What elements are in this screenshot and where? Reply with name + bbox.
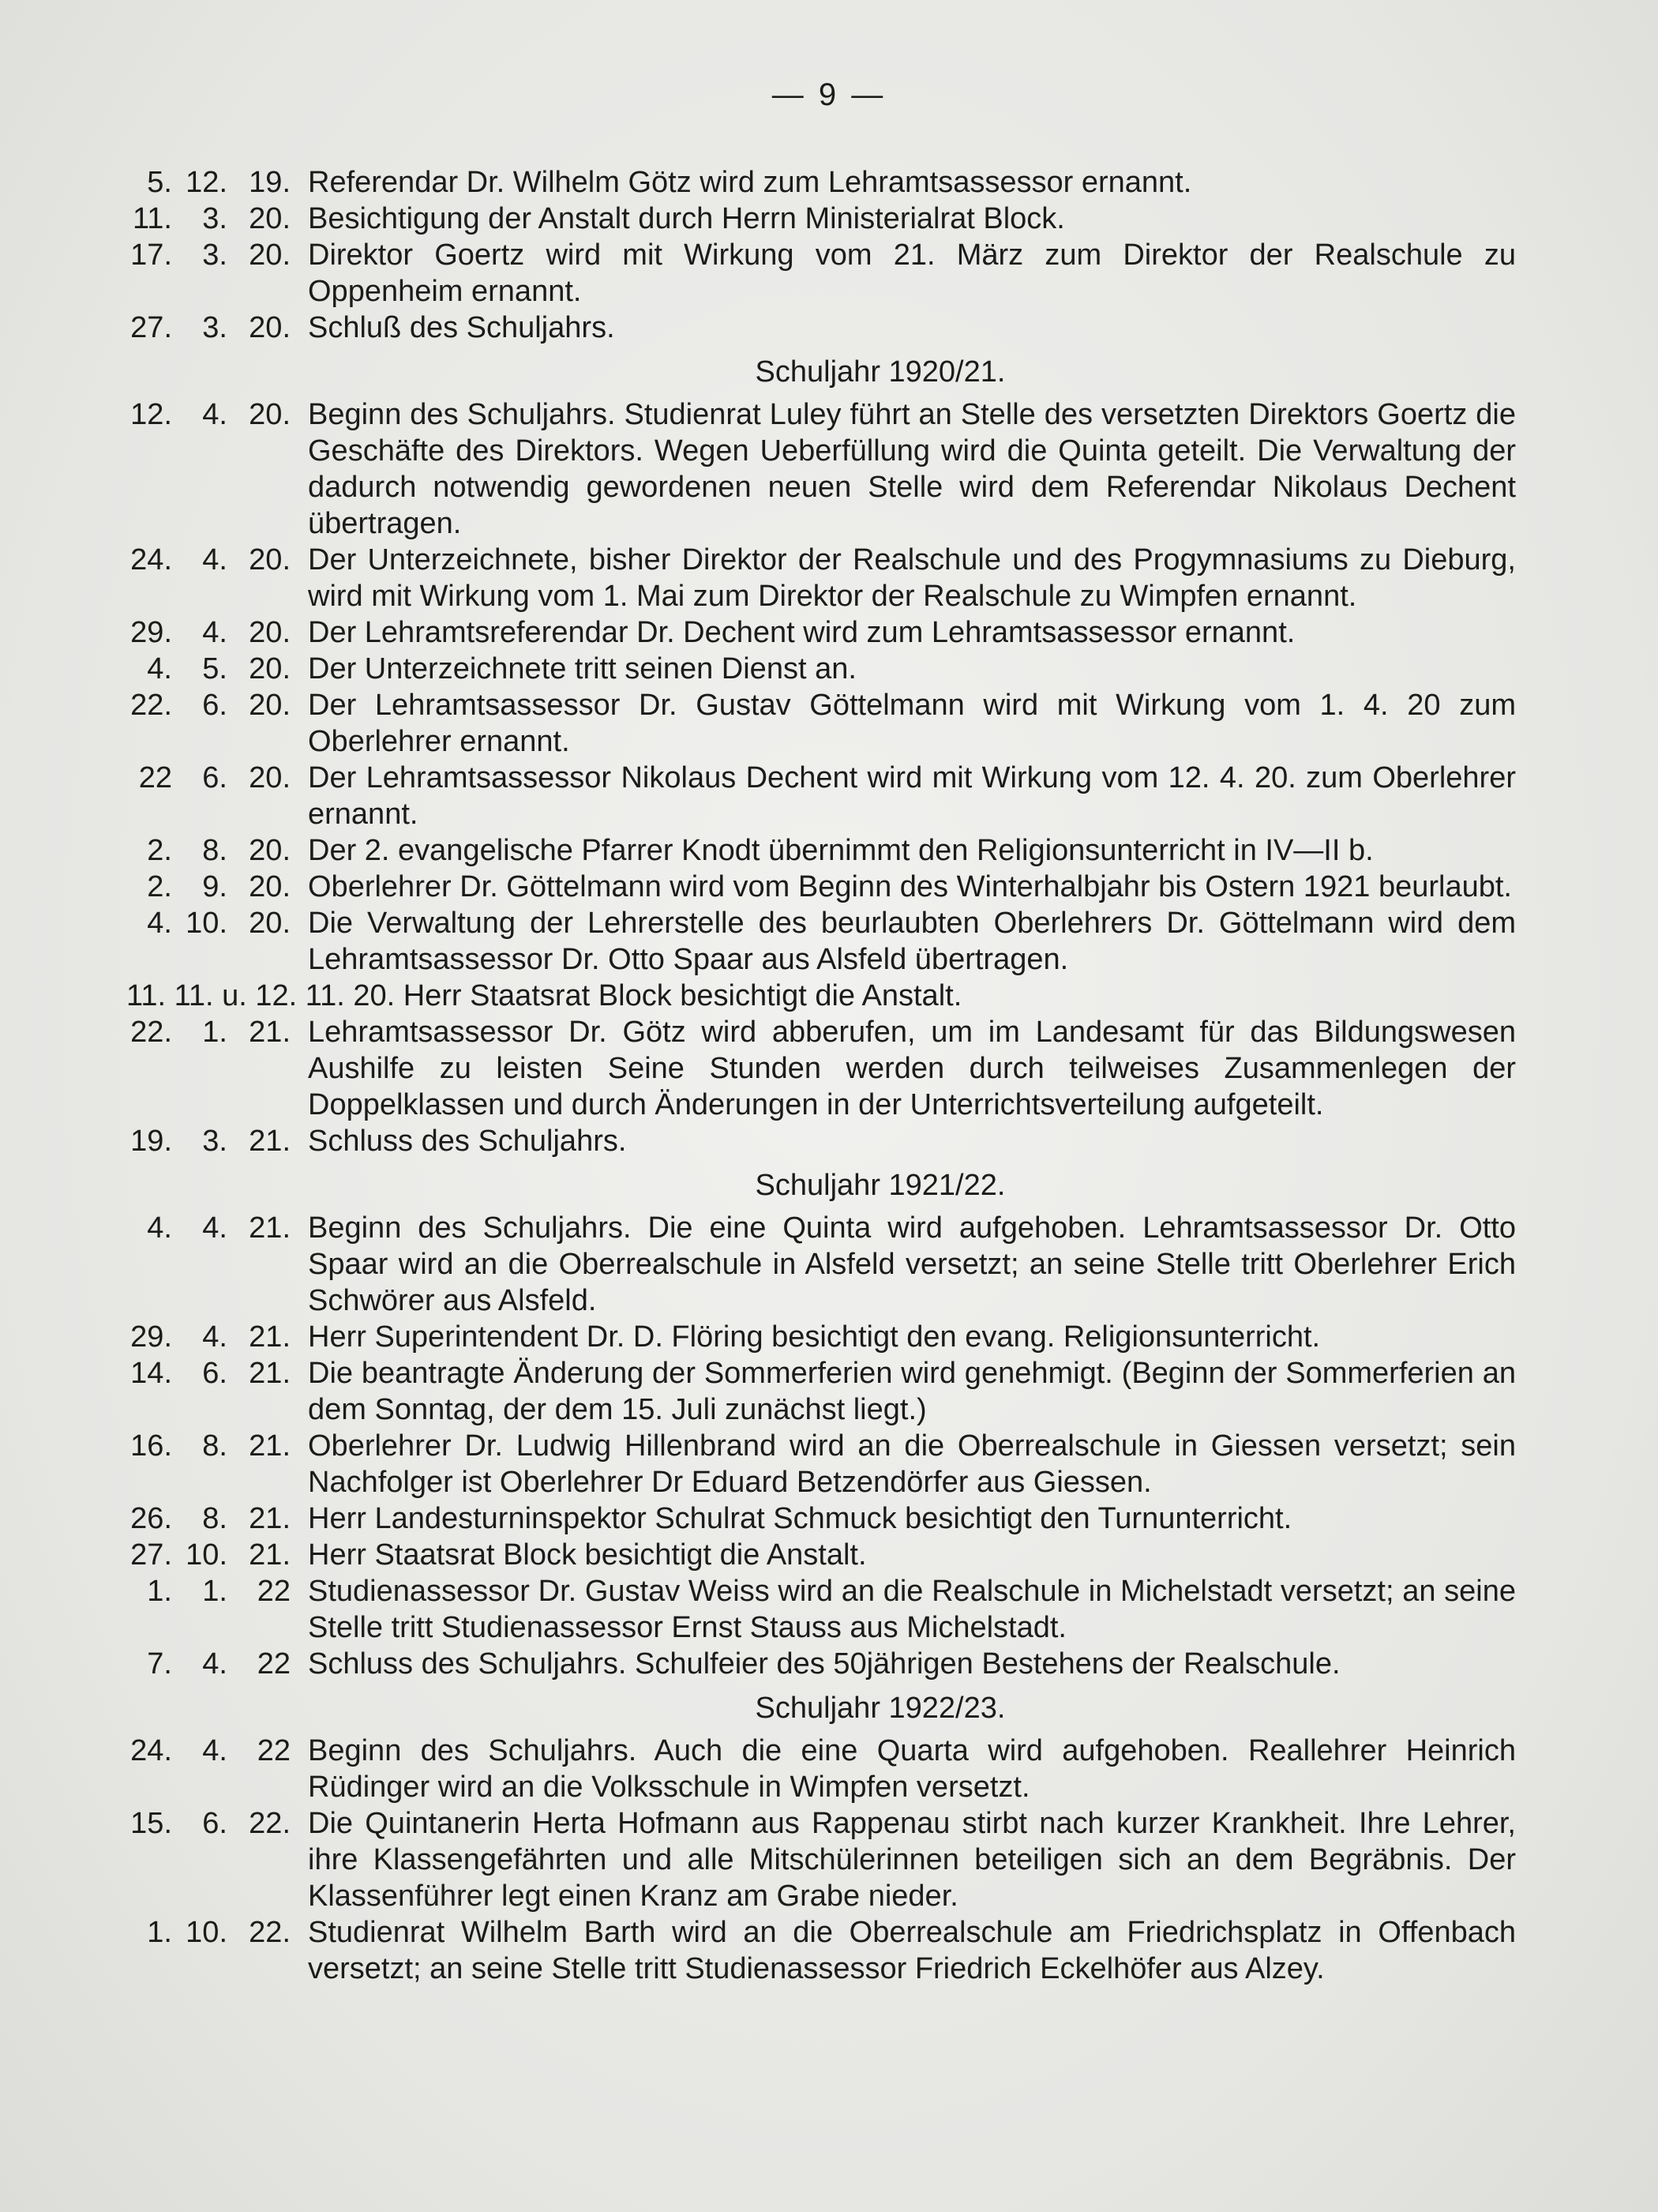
entry-text: Herr Superintendent Dr. D. Flöring besichtigt den evang. Religionsunterricht. <box>308 1320 1321 1354</box>
entry-day: 5. <box>147 166 172 199</box>
entry-day: 14. <box>130 1357 172 1390</box>
chronicle-entry: 11. 11. u. 12. 11. 20. Herr Staatsrat Block besichtigt die Anstalt. <box>126 979 962 1012</box>
entry-month: 6. <box>202 689 227 722</box>
entry-text: Studienassessor Dr. Gustav Weiss wird an die Realschule in Michelstadt versetzt; an seine Stelle tritt Studienassessor Ernst Stauss aus Michelstadt. <box>308 1575 1516 1644</box>
entry-text: Oberlehrer Dr. Ludwig Hillenbrand wird an die Oberrealschule in Giessen versetzt; sein Nachfolger ist Oberlehrer Dr Eduard Betzendörfer aus Giessen. <box>308 1429 1516 1499</box>
entry-day: 22. <box>130 689 172 722</box>
entry-text: Der 2. evangelische Pfarrer Knodt übernimmt den Religionsunterricht in IV—II b. <box>308 834 1374 867</box>
entry-month: 3. <box>202 1125 227 1158</box>
chronicle-entry <box>126 201 1516 237</box>
entry-text: Der Lehramtsreferendar Dr. Dechent wird zum Lehramtsassessor ernannt. <box>308 616 1296 649</box>
entry-year: 22 <box>257 1734 291 1767</box>
entry-month: 4. <box>202 543 227 576</box>
entry-text: Schluss des Schuljahrs. <box>308 1125 627 1158</box>
section-heading: Schuljahr 1922/23. <box>755 1692 1006 1725</box>
entry-month: 6. <box>202 761 227 794</box>
entry-month: 4. <box>202 1734 227 1767</box>
entry-year: 21. <box>249 1016 291 1049</box>
entry-year: 19. <box>249 166 291 199</box>
entry-month: 3. <box>202 311 227 344</box>
entry-year: 21. <box>249 1357 291 1390</box>
chronicle-entry <box>126 542 1516 614</box>
chronicle-entry <box>126 1733 1516 1805</box>
entry-month: 5. <box>202 652 227 685</box>
entry-text: Beginn des Schuljahrs. Die eine Quinta wird aufgehoben. Lehramtsassessor Dr. Otto Spaar wird an die Oberrealschule in Alsfeld versetzt; an seine Stelle tritt Oberlehrer Erich Schwörer aus Alsfeld. <box>308 1211 1516 1317</box>
entry-year: 22 <box>257 1575 291 1608</box>
chronicle-body <box>126 164 1516 1987</box>
entry-day: 29. <box>130 1320 172 1354</box>
entry-year: 20. <box>249 311 291 344</box>
entry-day: 2. <box>147 870 172 903</box>
entry-year: 20. <box>249 652 291 685</box>
entry-year: 20. <box>249 543 291 576</box>
entry-year: 21. <box>249 1538 291 1572</box>
chronicle-entry <box>126 1805 1516 1914</box>
chronicle-entry <box>126 1428 1516 1500</box>
entry-text: Der Unterzeichnete, bisher Direktor der Realschule und des Progymnasiums zu Dieburg, wird mit Wirkung vom 1. Mai zum Direktor der Realschule zu Wimpfen ernannt. <box>308 543 1516 613</box>
entry-year: 20. <box>249 761 291 794</box>
entry-month: 8. <box>202 834 227 867</box>
entry-text: Besichtigung der Anstalt durch Herrn Ministerialrat Block. <box>308 202 1065 235</box>
chronicle-entry <box>126 869 1516 905</box>
entry-day: 15. <box>130 1807 172 1840</box>
entry-text: Studienrat Wilhelm Barth wird an die Oberrealschule am Friedrichsplatz in Offenbach versetzt; an seine Stelle tritt Studienassessor Friedrich Eckelhöfer aus Alzey. <box>308 1916 1516 1985</box>
entry-year: 20. <box>249 398 291 431</box>
entry-year: 22. <box>249 1916 291 1949</box>
entry-day: 29. <box>130 616 172 649</box>
section-heading: Schuljahr 1921/22. <box>755 1169 1006 1202</box>
entry-text: Die Verwaltung der Lehrerstelle des beurlaubten Oberlehrers Dr. Göttelmann wird dem Lehramtsassessor Dr. Otto Spaar aus Alsfeld übertragen. <box>308 907 1516 976</box>
entry-year: 21. <box>249 1125 291 1158</box>
entry-day: 11. <box>132 202 172 235</box>
section-heading: Schuljahr 1920/21. <box>755 355 1006 389</box>
entry-day: 27. <box>130 311 172 344</box>
entry-year: 20. <box>249 689 291 722</box>
entry-text: Lehramtsassessor Dr. Götz wird abberufen, um im Landesamt für das Bildungswesen Aushilfe zu leisten Seine Stunden werden durch teilweises Zusammenlegen der Doppelklassen und durch Änderungen in der Unterrichtsverteilung aufgeteilt. <box>308 1016 1516 1121</box>
entry-text: Der Unterzeichnete tritt seinen Dienst an. <box>308 652 857 685</box>
entry-text: Schluß des Schuljahrs. <box>308 311 615 344</box>
entry-year: 20. <box>249 238 291 272</box>
entry-text: Oberlehrer Dr. Göttelmann wird vom Beginn des Winterhalbjahr bis Ostern 1921 beurlaubt. <box>308 870 1512 903</box>
chronicle-entry <box>126 614 1516 651</box>
entry-year: 22 <box>257 1647 291 1681</box>
entry-day: 26. <box>130 1502 172 1535</box>
entry-year: 20. <box>249 834 291 867</box>
entry-text: Referendar Dr. Wilhelm Götz wird zum Lehramtsassessor ernannt. <box>308 166 1192 199</box>
entry-day: 1. <box>147 1916 172 1949</box>
entry-year: 21. <box>249 1211 291 1245</box>
entry-day: 4. <box>147 652 172 685</box>
entry-text: Die beantragte Änderung der Sommerferien wird genehmigt. (Beginn der Sommerferien an dem Sonntag, der dem 15. Juli zunächst liegt.) <box>308 1357 1516 1426</box>
chronicle-entry <box>126 1014 1516 1123</box>
entry-year: 20. <box>249 202 291 235</box>
entry-month: 4. <box>202 1320 227 1354</box>
entry-text: Die Quintanerin Herta Hofmann aus Rappenau stirbt nach kurzer Krankheit. Ihre Lehrer, ihre Klassengefährten und alle Mitschülerinnen beteiligen sich an dem Begräbnis. Der Klassenführer legt einen Kranz am Grabe nieder. <box>308 1807 1516 1913</box>
entry-month: 10. <box>186 907 227 940</box>
chronicle-entry <box>126 1500 1516 1537</box>
entry-year: 20. <box>249 907 291 940</box>
entry-month: 4. <box>202 616 227 649</box>
chronicle-entry <box>126 760 1516 832</box>
entry-text: Herr Landesturninspektor Schulrat Schmuck besichtigt den Turnunterricht. <box>308 1502 1292 1535</box>
page-number: — 9 — <box>771 77 887 112</box>
entry-day: 24. <box>130 1734 172 1767</box>
entry-year: 21. <box>249 1502 291 1535</box>
chronicle-entry <box>126 832 1516 869</box>
entry-day: 22 <box>138 761 172 794</box>
entry-day: 12. <box>130 398 172 431</box>
entry-day: 4. <box>147 907 172 940</box>
chronicle-entry <box>126 1319 1516 1355</box>
chronicle-entry <box>126 396 1516 542</box>
entry-month: 8. <box>202 1502 227 1535</box>
entry-month: 3. <box>202 202 227 235</box>
entry-day: 4. <box>147 1211 172 1245</box>
entry-text: Der Lehramtsassessor Nikolaus Dechent wird mit Wirkung vom 12. 4. 20. zum Oberlehrer ernannt. <box>308 761 1516 831</box>
entry-month: 6. <box>202 1357 227 1390</box>
entry-year: 22. <box>249 1807 291 1840</box>
chronicle-entry <box>126 1123 1516 1159</box>
chronicle-entry <box>126 651 1516 687</box>
entry-month: 1. <box>202 1575 227 1608</box>
entry-day: 27. <box>130 1538 172 1572</box>
chronicle-entry <box>126 1355 1516 1428</box>
entry-day: 24. <box>130 543 172 576</box>
chronicle-entry <box>126 1210 1516 1319</box>
entry-month: 10. <box>186 1538 227 1572</box>
entry-month: 1. <box>202 1016 227 1049</box>
chronicle-entry <box>126 1646 1516 1682</box>
entry-month: 6. <box>202 1807 227 1840</box>
entry-month: 9. <box>202 870 227 903</box>
chronicle-entry <box>126 687 1516 760</box>
entry-month: 4. <box>202 1647 227 1681</box>
chronicle-entry <box>126 237 1516 310</box>
entry-text: Beginn des Schuljahrs. Auch die eine Quarta wird aufgehoben. Reallehrer Heinrich Rüdinger wird an die Volksschule in Wimpfen versetzt. <box>308 1734 1516 1804</box>
entry-day: 22. <box>130 1016 172 1049</box>
entry-day: 16. <box>130 1429 172 1463</box>
entry-year: 21. <box>249 1320 291 1354</box>
chronicle-entry <box>126 1537 1516 1573</box>
entry-day: 19. <box>130 1125 172 1158</box>
entry-month: 4. <box>202 1211 227 1245</box>
entry-month: 12. <box>186 166 227 199</box>
entry-month: 8. <box>202 1429 227 1463</box>
entry-text: Herr Staatsrat Block besichtigt die Anstalt. <box>308 1538 867 1572</box>
entry-year: 20. <box>249 616 291 649</box>
entry-day: 2. <box>147 834 172 867</box>
entry-text: Direktor Goertz wird mit Wirkung vom 21. März zum Direktor der Realschule zu Oppenheim ernannt. <box>308 238 1516 308</box>
entry-month: 4. <box>202 398 227 431</box>
entry-year: 20. <box>249 870 291 903</box>
entry-text: Beginn des Schuljahrs. Studienrat Luley führt an Stelle des versetzten Direktors Goertz die Geschäfte des Direktors. Wegen Ueberfüllung wird die Quinta geteilt. Die Verwaltung der dadurch notwendig gewordenen neuen Stelle wird dem Referendar Nikolaus Dechent übertragen. <box>308 398 1516 540</box>
entry-day: 1. <box>147 1575 172 1608</box>
chronicle-entry <box>126 1573 1516 1646</box>
chronicle-entry <box>126 164 1516 201</box>
entry-text: Schluss des Schuljahrs. Schulfeier des 50jährigen Bestehens der Realschule. <box>308 1647 1341 1681</box>
entry-day: 7. <box>147 1647 172 1681</box>
chronicle-entry <box>126 1914 1516 1987</box>
chronicle-entry <box>126 310 1516 346</box>
entry-day: 17. <box>130 238 172 272</box>
entry-month: 10. <box>186 1916 227 1949</box>
entry-text: Der Lehramtsassessor Dr. Gustav Göttelmann wird mit Wirkung vom 1. 4. 20 zum Oberlehrer ernannt. <box>308 689 1516 758</box>
entry-year: 21. <box>249 1429 291 1463</box>
entry-month: 3. <box>202 238 227 272</box>
chronicle-entry <box>126 905 1516 978</box>
